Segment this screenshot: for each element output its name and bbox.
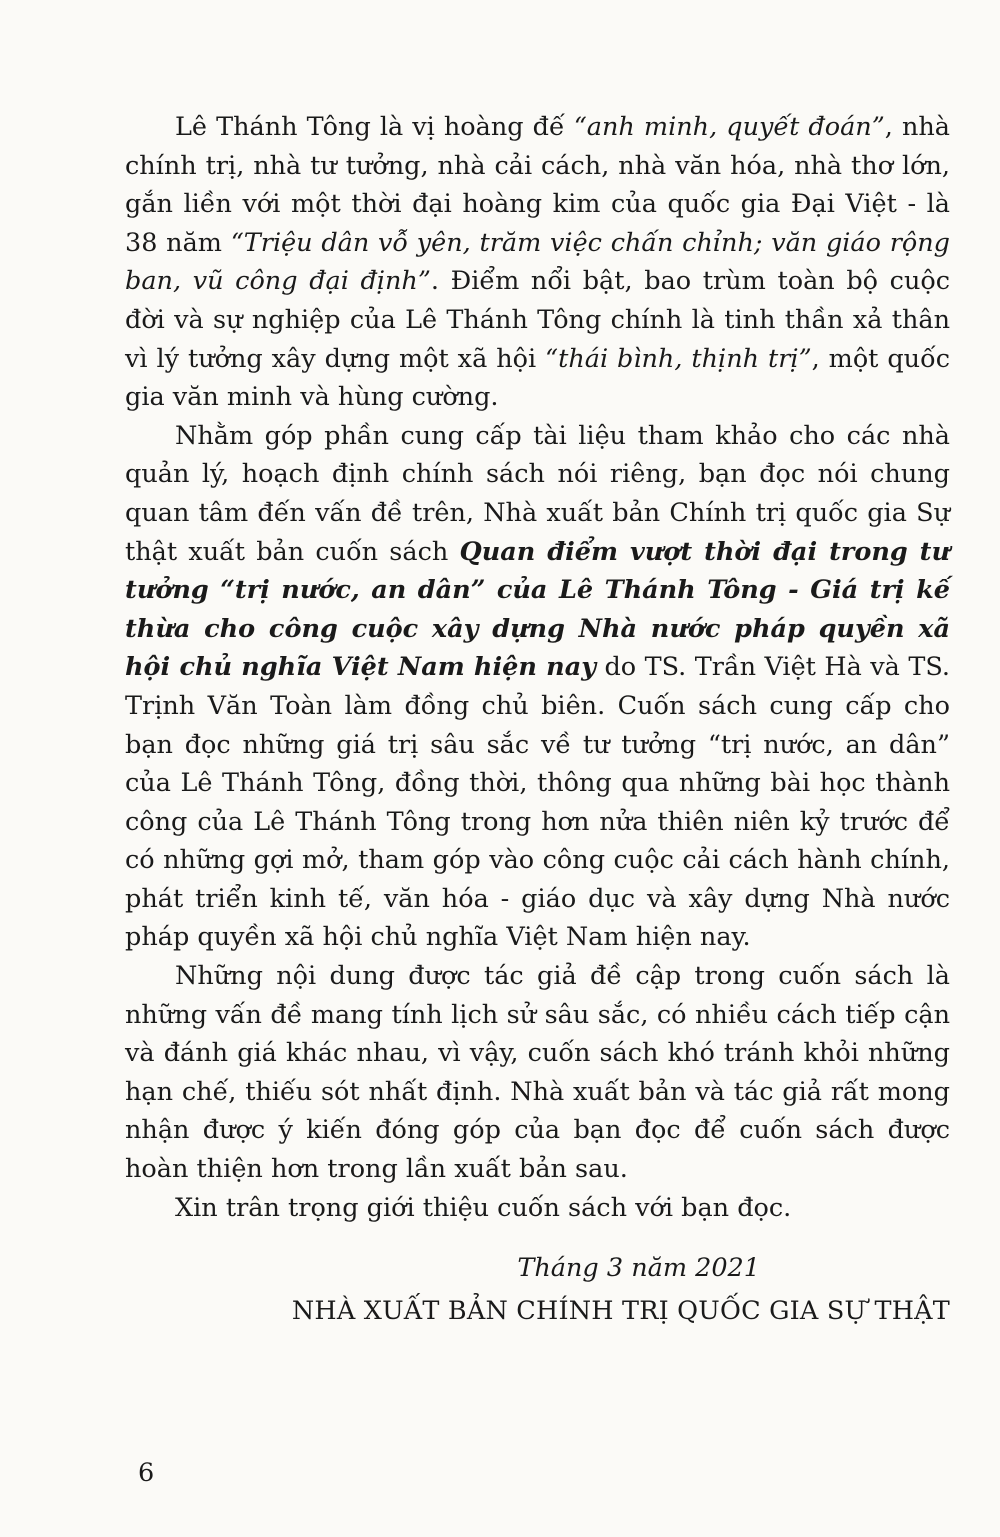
paragraph-text: Nhằm góp phần cung cấp tài liệu tham khảo cho các nhà quản lý, hoạch định chính sách nói riêng, bạn đọc nói chung quan tâm đến vấn đề trên, Nhà xuất bản Chính trị quốc gia Sự thật xuất bản cuốn sách bbox=[125, 420, 950, 567]
quote-italic: “anh minh, quyết đoán” bbox=[573, 112, 885, 142]
paragraph-text: , nhà chính trị, nhà tư tưởng, nhà cải cách, nhà văn hóa, nhà thơ lớn, gắn liền với một thời đại hoàng kim của quốc gia Đại Việt - là 38 năm bbox=[125, 112, 951, 258]
quote-italic: “thái bình, thịnh trị” bbox=[545, 343, 812, 374]
publisher-signature: NHÀ XUẤT BẢN CHÍNH TRỊ QUỐC GIA SỰ THẬT bbox=[291, 1295, 950, 1326]
paragraph-text: do TS. Trần Việt Hà và TS. Trịnh Văn Toàn làm đồng chủ biên. Cuốn sách cung cấp cho bạn đọc những giá trị sâu sắc về tư tưởng “trị nước, an dân” của Lê Thánh Tông, đồng thời, thông qua những bài học thành công của Lê Thánh Tông trong hơn nửa thiên niên kỷ trước để có những gợi mở, tham góp vào công cuộc cải cách hành chính, phát triển kinh tế, văn hóa - giáo dục và xây dựng Nhà nước pháp quyền xã hội chủ nghĩa Việt Nam hiện nay. bbox=[125, 652, 950, 953]
book-page-body bbox=[125, 108, 950, 1330]
paragraph-closing: Xin trân trọng giới thiệu cuốn sách với bạn đọc. bbox=[175, 1192, 792, 1223]
book-title: Quan điểm vượt thời đại trong tư tưởng “trị nước, an dân” của Lê Thánh Tông - Giá trị kế thừa cho công cuộc xây dựng Nhà nước pháp quyền xã hội chủ nghĩa Việt Nam hiện nay bbox=[125, 536, 950, 683]
paragraph-book-description bbox=[125, 417, 950, 957]
quote-italic: “Triệu dân vỗ yên, trăm việc chấn chỉnh; văn giáo rộng ban, vũ công đại định” bbox=[125, 227, 950, 297]
date-line: Tháng 3 năm 2021 bbox=[517, 1253, 760, 1284]
page-number: 6 bbox=[138, 1458, 155, 1488]
paragraph-text: Lê Thánh Tông là vị hoàng đế bbox=[175, 112, 574, 142]
paragraph-text: . Điểm nổi bật, bao trùm toàn bộ cuộc đời và sự nghiệp của Lê Thánh Tông chính là tinh thần xả thân vì lý tưởng xây dựng một xã hội bbox=[125, 266, 951, 374]
paragraph-text: , một quốc gia văn minh và hùng cường. bbox=[125, 343, 950, 413]
paragraph-intro bbox=[125, 108, 950, 417]
paragraph-note: Những nội dung được tác giả đề cập trong cuốn sách là những vấn đề mang tính lịch sử sâu sắc, có nhiều cách tiếp cận và đánh giá khác nhau, vì vậy, cuốn sách khó tránh khỏi những hạn chế, thiếu sót nhất định. Nhà xuất bản và tác giả rất mong nhận được ý kiến đóng góp của bạn đọc để cuốn sách được hoàn thiện hơn trong lần xuất bản sau. bbox=[125, 961, 950, 1185]
